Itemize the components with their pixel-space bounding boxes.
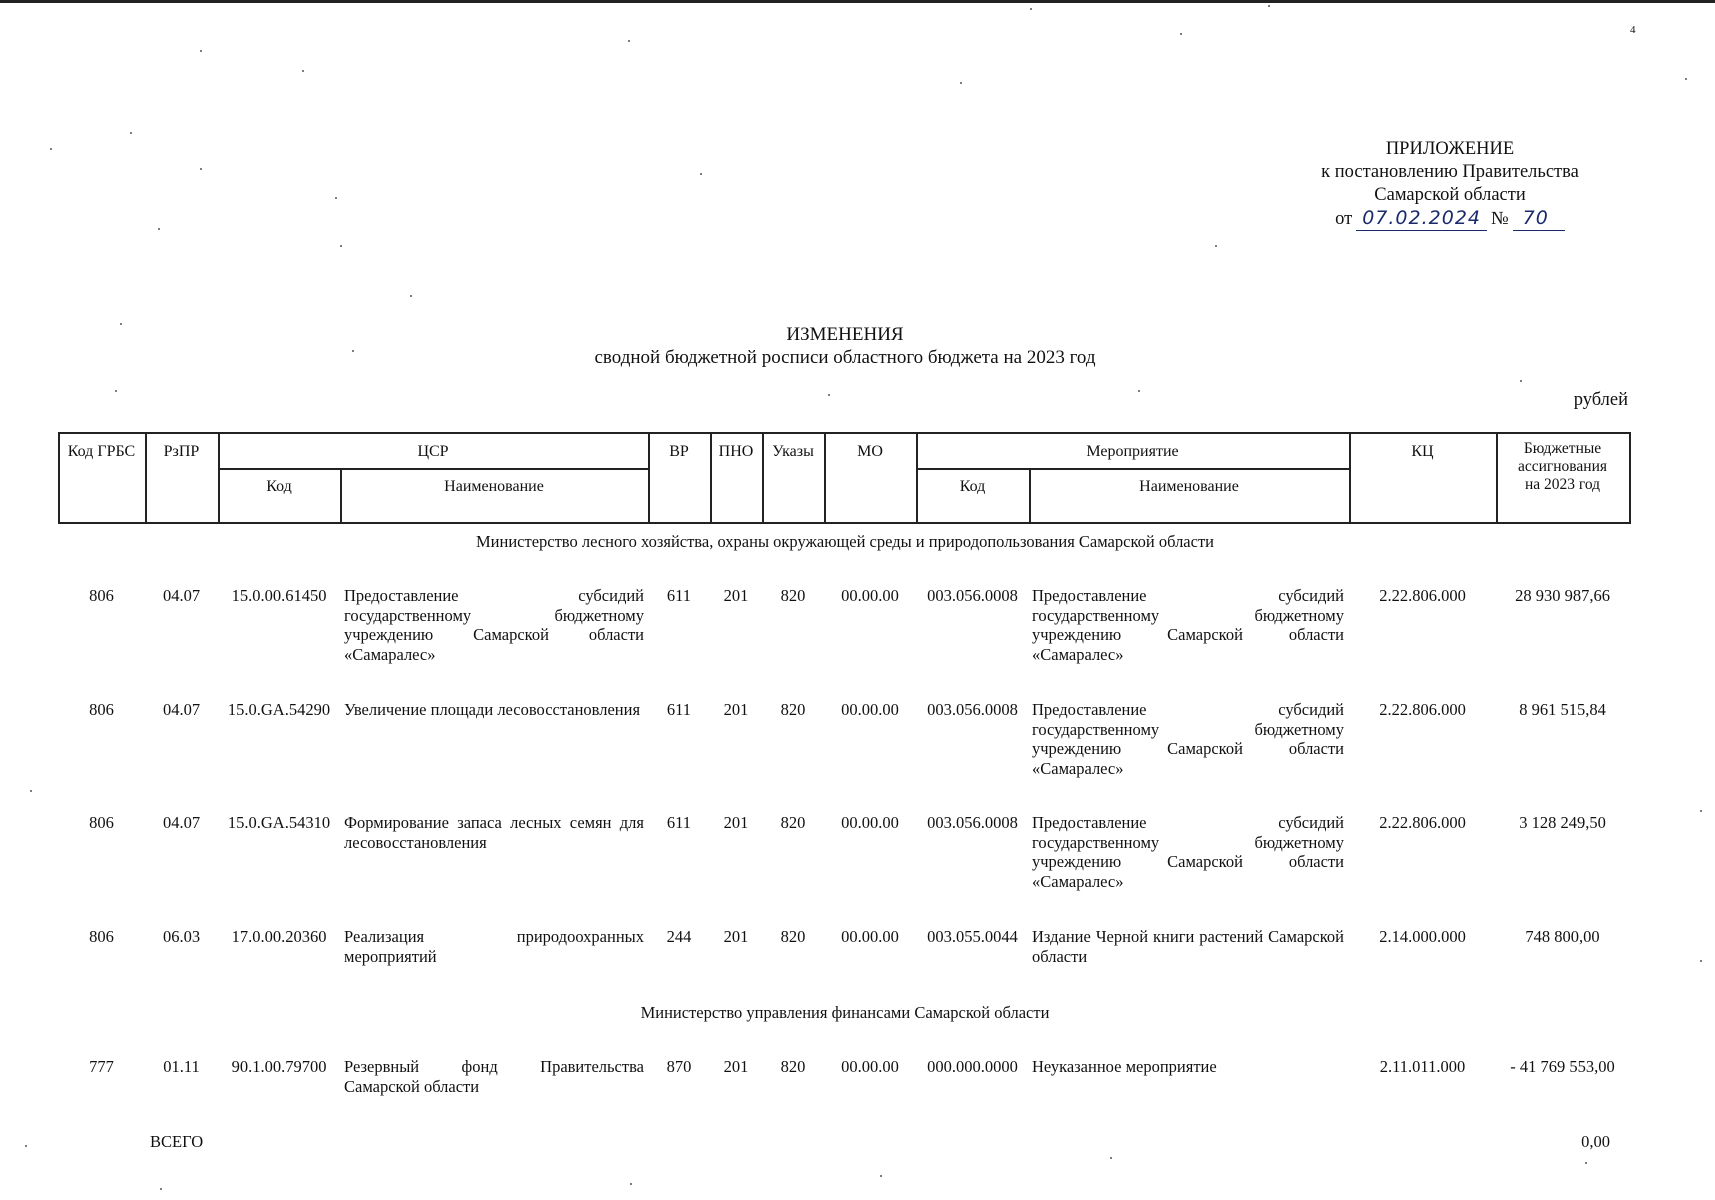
cell-event-code: 003.055.0044 bbox=[927, 927, 1018, 946]
cell-csr-name: Реализация природоохранных мероприятий bbox=[344, 927, 644, 966]
cell-ukazy: 820 bbox=[780, 1057, 806, 1076]
appendix-date-row bbox=[1260, 207, 1640, 231]
cell-pno: 201 bbox=[723, 700, 749, 719]
cell-csr-code: 15.0.GA.54310 bbox=[227, 813, 331, 832]
ministry-heading-2: Министерство управления финансами Самарской области bbox=[640, 1003, 1050, 1022]
header-vr: ВР bbox=[669, 443, 689, 460]
cell-grbs: 777 bbox=[89, 1057, 114, 1076]
cell-amount: 3 128 249,50 bbox=[1519, 813, 1606, 832]
handwritten-date: 07.02.2024 bbox=[1356, 207, 1487, 231]
cell-rzpr: 04.07 bbox=[162, 813, 201, 832]
document-title-block bbox=[0, 323, 1690, 369]
cell-csr-code: 90.1.00.79700 bbox=[231, 1057, 327, 1076]
cell-mo: 00.00.00 bbox=[841, 1057, 899, 1076]
header-kc: КЦ bbox=[1411, 443, 1434, 460]
cell-csr-name: Увеличение площади лесовосстановления bbox=[344, 700, 641, 719]
currency-unit: рублей bbox=[1573, 390, 1628, 410]
header-grbs: Код ГРБС bbox=[67, 443, 136, 460]
appendix-line-2: Самарской области bbox=[1374, 185, 1526, 205]
cell-grbs: 806 bbox=[89, 813, 114, 832]
cell-pno: 201 bbox=[723, 927, 749, 946]
cell-event-code: 003.056.0008 bbox=[927, 586, 1018, 605]
cell-grbs: 806 bbox=[89, 586, 114, 605]
cell-grbs: 806 bbox=[89, 700, 114, 719]
cell-event-name: Предоставление субсидий государственному бюджетному учреждению Самарской области «Самаралес» bbox=[1032, 586, 1344, 664]
cell-vr: 611 bbox=[666, 586, 692, 605]
header-budget-line-3: на 2023 год bbox=[1524, 476, 1601, 493]
cell-kc: 2.22.806.000 bbox=[1379, 813, 1466, 832]
appendix-block bbox=[1260, 138, 1640, 231]
header-event: Мероприятие bbox=[1086, 443, 1179, 460]
cell-vr: 244 bbox=[666, 927, 692, 946]
cell-ukazy: 820 bbox=[780, 586, 806, 605]
cell-rzpr: 01.11 bbox=[163, 1057, 200, 1076]
cell-vr: 611 bbox=[666, 700, 692, 719]
corner-page-mark: 4 bbox=[1630, 24, 1636, 36]
appendix-title: ПРИЛОЖЕНИЕ bbox=[1385, 139, 1515, 159]
cell-kc: 2.14.000.000 bbox=[1379, 927, 1466, 946]
cell-event-code: 000.000.0000 bbox=[927, 1057, 1018, 1076]
cell-csr-name: Резервный фонд Правительства Самарской области bbox=[344, 1057, 644, 1096]
handwritten-number: 70 bbox=[1513, 207, 1565, 231]
cell-grbs: 806 bbox=[89, 927, 114, 946]
cell-mo: 00.00.00 bbox=[841, 927, 899, 946]
cell-pno: 201 bbox=[723, 586, 749, 605]
header-csr-name: Наименование bbox=[444, 478, 544, 495]
header-budget bbox=[1496, 440, 1629, 494]
cell-mo: 00.00.00 bbox=[841, 700, 899, 719]
cell-event-code: 003.056.0008 bbox=[927, 700, 1018, 719]
cell-kc: 2.22.806.000 bbox=[1379, 700, 1466, 719]
cell-amount: 748 800,00 bbox=[1525, 927, 1600, 946]
cell-event-name: Неуказанное мероприятие bbox=[1032, 1057, 1217, 1076]
header-mo: МО bbox=[857, 443, 883, 460]
header-budget-line-1: Бюджетные bbox=[1523, 440, 1602, 457]
number-sign: № bbox=[1491, 209, 1509, 229]
header-csr-code: Код bbox=[266, 478, 292, 495]
date-prefix: от bbox=[1335, 209, 1353, 229]
cell-ukazy: 820 bbox=[780, 700, 806, 719]
cell-csr-code: 17.0.00.20360 bbox=[231, 927, 327, 946]
cell-pno: 201 bbox=[723, 1057, 749, 1076]
header-budget-line-2: ассигнования bbox=[1517, 458, 1608, 475]
total-label: ВСЕГО bbox=[150, 1132, 204, 1151]
appendix-line-1: к постановлению Правительства bbox=[1321, 162, 1579, 182]
header-rzpr: РзПР bbox=[163, 443, 200, 460]
cell-vr: 611 bbox=[666, 813, 692, 832]
cell-rzpr: 06.03 bbox=[162, 927, 201, 946]
cell-event-name: Издание Черной книги растений Самарской области bbox=[1032, 927, 1344, 966]
document-title: ИЗМЕНЕНИЯ bbox=[786, 324, 904, 345]
cell-mo: 00.00.00 bbox=[841, 813, 899, 832]
table-header bbox=[58, 432, 1630, 524]
cell-amount: 28 930 987,66 bbox=[1515, 586, 1610, 605]
cell-csr-code: 15.0.GA.54290 bbox=[227, 700, 331, 719]
scan-top-edge bbox=[0, 0, 1715, 3]
cell-event-name: Предоставление субсидий государственному бюджетному учреждению Самарской области «Самаралес» bbox=[1032, 700, 1344, 778]
header-event-code: Код bbox=[959, 478, 986, 495]
header-csr: ЦСР bbox=[417, 443, 449, 460]
cell-event-code: 003.056.0008 bbox=[927, 813, 1018, 832]
cell-kc: 2.22.806.000 bbox=[1379, 586, 1466, 605]
cell-csr-name: Предоставление субсидий государственному бюджетному учреждению Самарской области «Самаралес» bbox=[344, 586, 644, 664]
cell-csr-name: Формирование запаса лесных семян для лесовосстановления bbox=[344, 813, 644, 852]
cell-amount: - 41 769 553,00 bbox=[1510, 1057, 1615, 1076]
cell-kc: 2.11.011.000 bbox=[1379, 1057, 1466, 1076]
cell-amount: 8 961 515,84 bbox=[1519, 700, 1606, 719]
cell-ukazy: 820 bbox=[780, 813, 806, 832]
cell-event-name: Предоставление субсидий государственному бюджетному учреждению Самарской области «Самаралес» bbox=[1032, 813, 1344, 891]
header-ukazy: Указы bbox=[772, 443, 814, 460]
total-value: 0,00 bbox=[1581, 1132, 1610, 1151]
header-pno: ПНО bbox=[718, 443, 754, 460]
cell-rzpr: 04.07 bbox=[162, 586, 201, 605]
ministry-heading-1: Министерство лесного хозяйства, охраны окружающей среды и природопользования Самарской области bbox=[476, 532, 1214, 551]
cell-rzpr: 04.07 bbox=[162, 700, 201, 719]
cell-vr: 870 bbox=[666, 1057, 692, 1076]
cell-ukazy: 820 bbox=[780, 927, 806, 946]
cell-csr-code: 15.0.00.61450 bbox=[231, 586, 327, 605]
cell-mo: 00.00.00 bbox=[841, 586, 899, 605]
header-event-name: Наименование bbox=[1139, 478, 1239, 495]
cell-pno: 201 bbox=[723, 813, 749, 832]
document-subtitle: сводной бюджетной росписи областного бюджета на 2023 год bbox=[594, 347, 1096, 368]
